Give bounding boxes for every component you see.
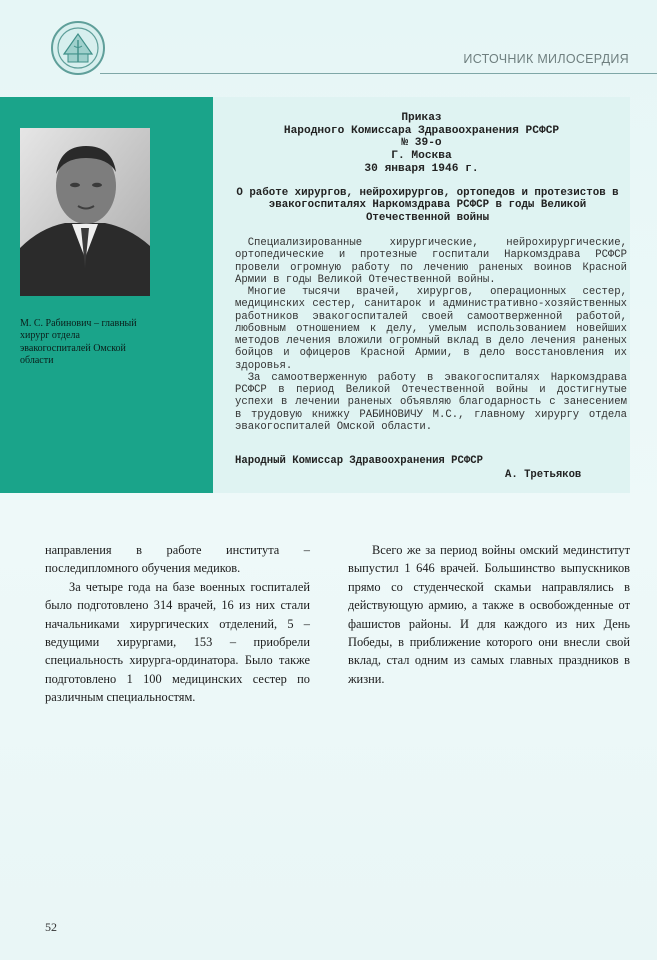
order-heading xyxy=(213,112,630,176)
order-title-line: № 39-о xyxy=(401,137,442,150)
order-paragraph: Специализированные хирургические, нейрохирургические, ортопедические и протезные госпитали Наркомздрава РСФСР провели огромную работу по лечению раненых воинов Красной Армии в годы Великой Отечественной войны. xyxy=(235,237,627,286)
order-body xyxy=(235,237,627,433)
order-title-line: Г. Москва xyxy=(391,150,452,163)
order-title-line: Приказ xyxy=(401,112,442,124)
portrait-illustration xyxy=(20,128,150,296)
running-title: ИСТОЧНИК МИЛОСЕРДИЯ xyxy=(463,52,629,66)
order-subject: О работе хирургов, нейрохирургов, ортопедов и протезистов в эвакогоспиталях Наркомздрава РСФСР в годы Великой Отечественной войны xyxy=(236,187,619,224)
institution-emblem-icon xyxy=(50,20,106,76)
article-column-left xyxy=(45,541,310,707)
portrait-photo xyxy=(20,128,150,296)
order-paragraph: За самоотверженную работу в эвакогоспиталях Наркомздрава РСФСР в период Великой Отечественной войны и достигнутые успехи в лечении раненых объявляю благодарность с занесением в трудовую книжку РАБИНОВИЧУ М.С., главному хирургу отдела эвакогоспиталей Омской области. xyxy=(235,371,627,433)
photo-caption: М. С. Рабинович – главный хирург отдела эвакогоспиталей Омской области xyxy=(20,318,137,367)
order-paragraph: Многие тысячи врачей, хирургов, операционных сестер, медицинских сестер, санитарок и административно-хозяйственных работников эвакогоспиталей своей самоотверженной работой, любовным отношением к делу, умелым использованием новейших методов лечения вложили огромный вклад в дело лечения раненых бойцов и офицеров Красной Армии, в дело восстановления их здоровья. xyxy=(235,286,627,372)
order-signature xyxy=(235,455,620,482)
order-title-line: 30 января 1946 г. xyxy=(364,162,479,175)
header-rule xyxy=(100,73,657,74)
order-document xyxy=(213,97,630,493)
article-paragraph: Всего же за период войны омский мединститут выпустил 1 646 врачей. Большинство выпускников прямо со студенческой скамьи направлялись в действующую армию, а также в освобожденные от фашистов районы. И для каждого из них День Победы, в приближение которого они внесли свой вклад, стал одним из самых главных праздников в жизни. xyxy=(348,543,630,686)
page-number: 52 xyxy=(45,920,57,934)
article-paragraph: За четыре года на базе военных госпиталей было подготовлено 314 врачей, 16 из них стали начальниками хирургических отделений, 5 – ведущими хирургами, 153 – приобрели специальность хирурга-ординатора. Было также подготовлено 1 100 медицинских сестер по различным специальностям. xyxy=(45,579,310,705)
article-column-right xyxy=(348,541,630,688)
signature-title: Народный Комиссар Здравоохранения РСФСР xyxy=(235,455,483,467)
order-title-line: Народного Комиссара Здравоохранения РСФСР xyxy=(283,124,560,137)
article-paragraph: направления в работе института – последипломного обучения медиков. xyxy=(45,543,310,576)
signature-name: А. Третьяков xyxy=(505,468,582,481)
